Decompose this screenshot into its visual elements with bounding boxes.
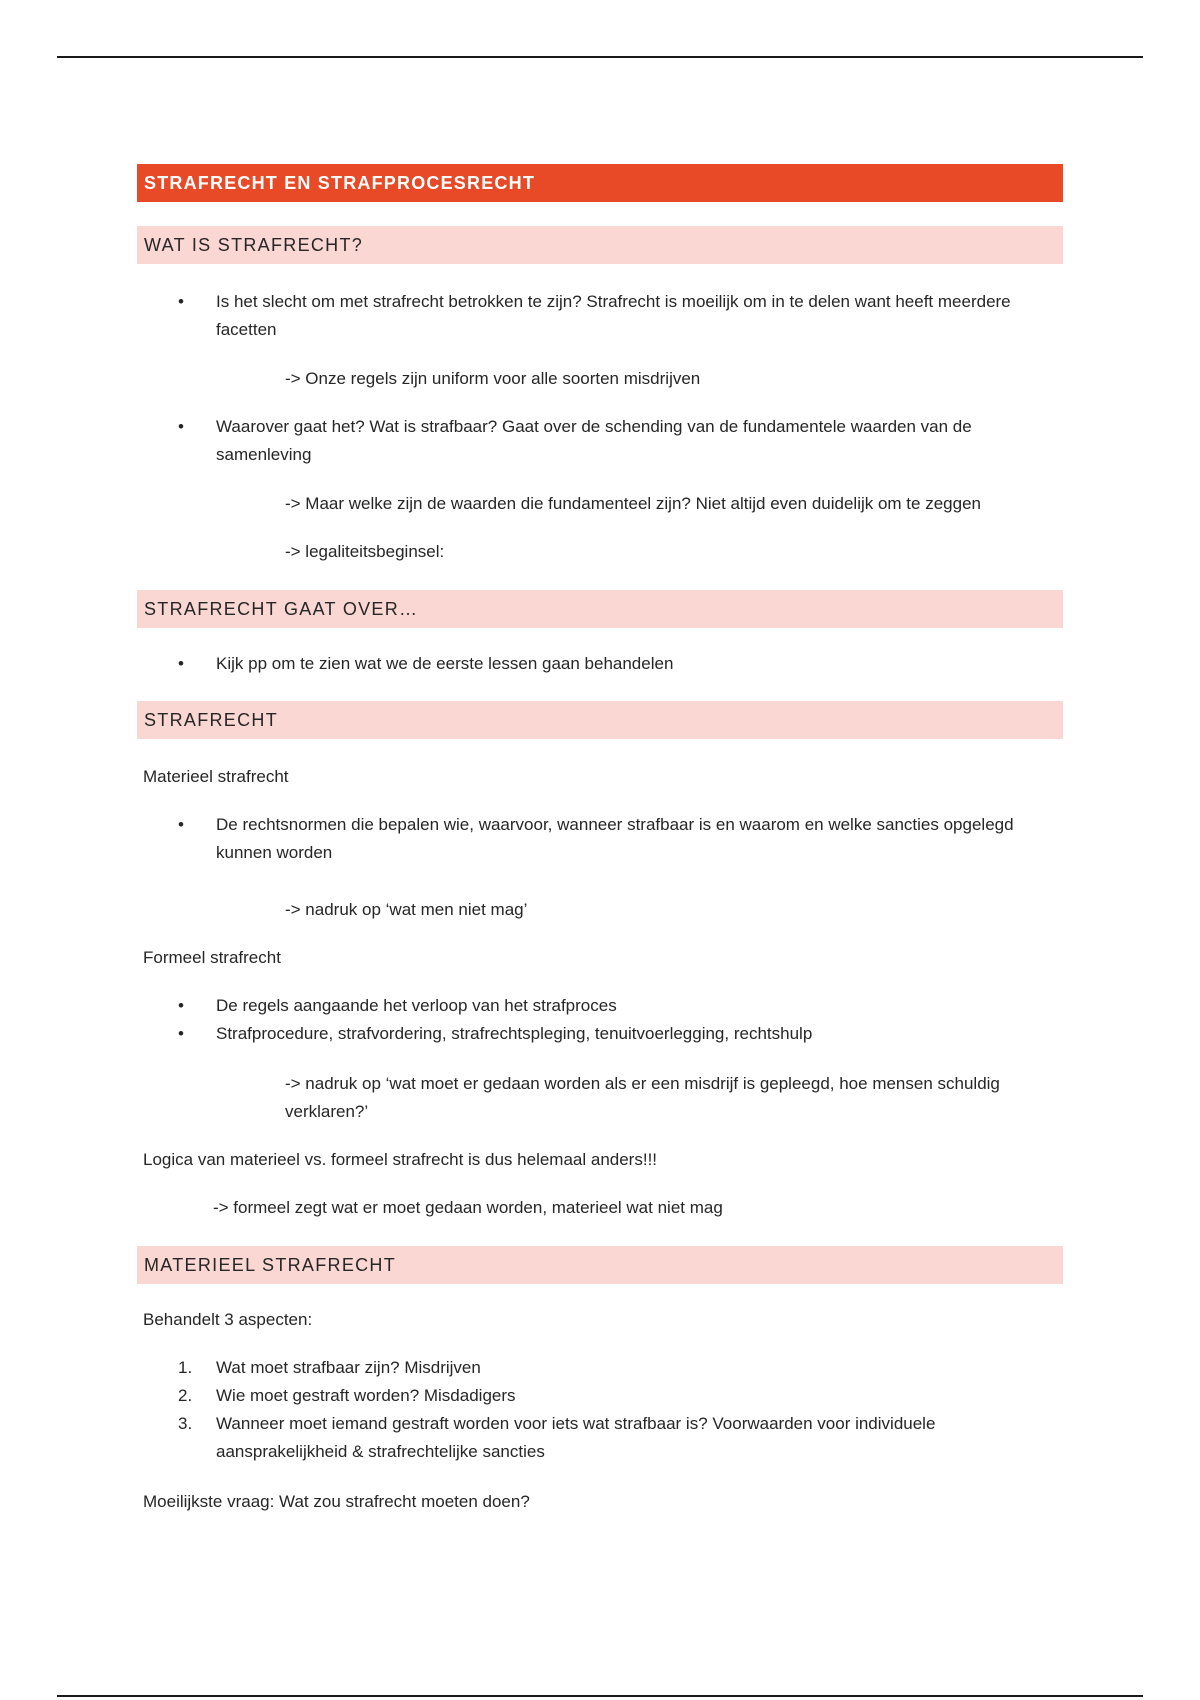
section-heading-strafrecht-gaat-over: STRAFRECHT GAAT OVER…: [137, 590, 1063, 628]
numbered-item-text: Wanneer moet iemand gestraft worden voor iets wat strafbaar is? Voorwaarden voor individuele aansprakelijkheid & strafrechtelijke sancties: [216, 1414, 936, 1461]
arrow-note: -> formeel zegt wat er moet gedaan worden, materieel wat niet mag: [213, 1198, 723, 1217]
numbered-item-text: Wat moet strafbaar zijn? Misdrijven: [216, 1358, 481, 1377]
bullet-icon: •: [178, 292, 184, 311]
paragraph-formeel: Formeel strafrecht: [143, 948, 281, 967]
list-item-text: De rechtsnormen die bepalen wie, waarvoor, wanneer strafbaar is en waarom en welke sancties opgelegd kunnen worden: [216, 815, 1014, 862]
bullet-icon: •: [178, 654, 184, 673]
item-number: 1.: [178, 1358, 193, 1377]
bullet-icon: •: [178, 417, 184, 436]
bullet-icon: •: [178, 815, 184, 834]
list-item-text: Kijk pp om te zien wat we de eerste lessen gaan behandelen: [216, 654, 674, 673]
item-number: 3.: [178, 1414, 193, 1433]
arrow-note: -> nadruk op ‘wat moet er gedaan worden als er een misdrijf is gepleegd, hoe mensen schuldig verklaren?’: [285, 1074, 1000, 1121]
top-rule: [57, 56, 1143, 58]
paragraph-moeilijkste-vraag: Moeilijkste vraag: Wat zou strafrecht moeten doen?: [143, 1492, 530, 1511]
item-number: 2.: [178, 1386, 193, 1405]
arrow-note: -> Onze regels zijn uniform voor alle soorten misdrijven: [285, 369, 701, 388]
bottom-rule: [57, 1695, 1143, 1697]
bullet-icon: •: [178, 996, 184, 1015]
paragraph-materieel: Materieel strafrecht: [143, 767, 289, 786]
list-item-text: De regels aangaande het verloop van het strafproces: [216, 996, 617, 1015]
list-item-text: Is het slecht om met strafrecht betrokken te zijn? Strafrecht is moeilijk om in te delen want heeft meerdere facetten: [216, 292, 1011, 339]
list-item-text: Strafprocedure, strafvordering, strafrechtspleging, tenuitvoerlegging, rechtshulp: [216, 1024, 813, 1043]
list-item-text: Waarover gaat het? Wat is strafbaar? Gaat over de schending van de fundamentele waarden van de samenleving: [216, 417, 972, 464]
arrow-note: -> nadruk op ‘wat men niet mag’: [285, 900, 528, 919]
section-heading-materieel-strafrecht: MATERIEEL STRAFRECHT: [137, 1246, 1063, 1284]
document-title: STRAFRECHT EN STRAFPROCESRECHT: [137, 164, 1063, 202]
section-heading-wat-is-strafrecht: WAT IS STRAFRECHT?: [137, 226, 1063, 264]
section-heading-strafrecht: STRAFRECHT: [137, 701, 1063, 739]
bullet-icon: •: [178, 1024, 184, 1043]
arrow-note: -> legaliteitsbeginsel:: [285, 542, 445, 561]
numbered-item-text: Wie moet gestraft worden? Misdadigers: [216, 1386, 516, 1405]
paragraph-behandelt: Behandelt 3 aspecten:: [143, 1310, 313, 1329]
arrow-note: -> Maar welke zijn de waarden die fundamenteel zijn? Niet altijd even duidelijk om te zeggen: [285, 494, 981, 513]
paragraph-logica: Logica van materieel vs. formeel strafrecht is dus helemaal anders!!!: [143, 1150, 658, 1169]
